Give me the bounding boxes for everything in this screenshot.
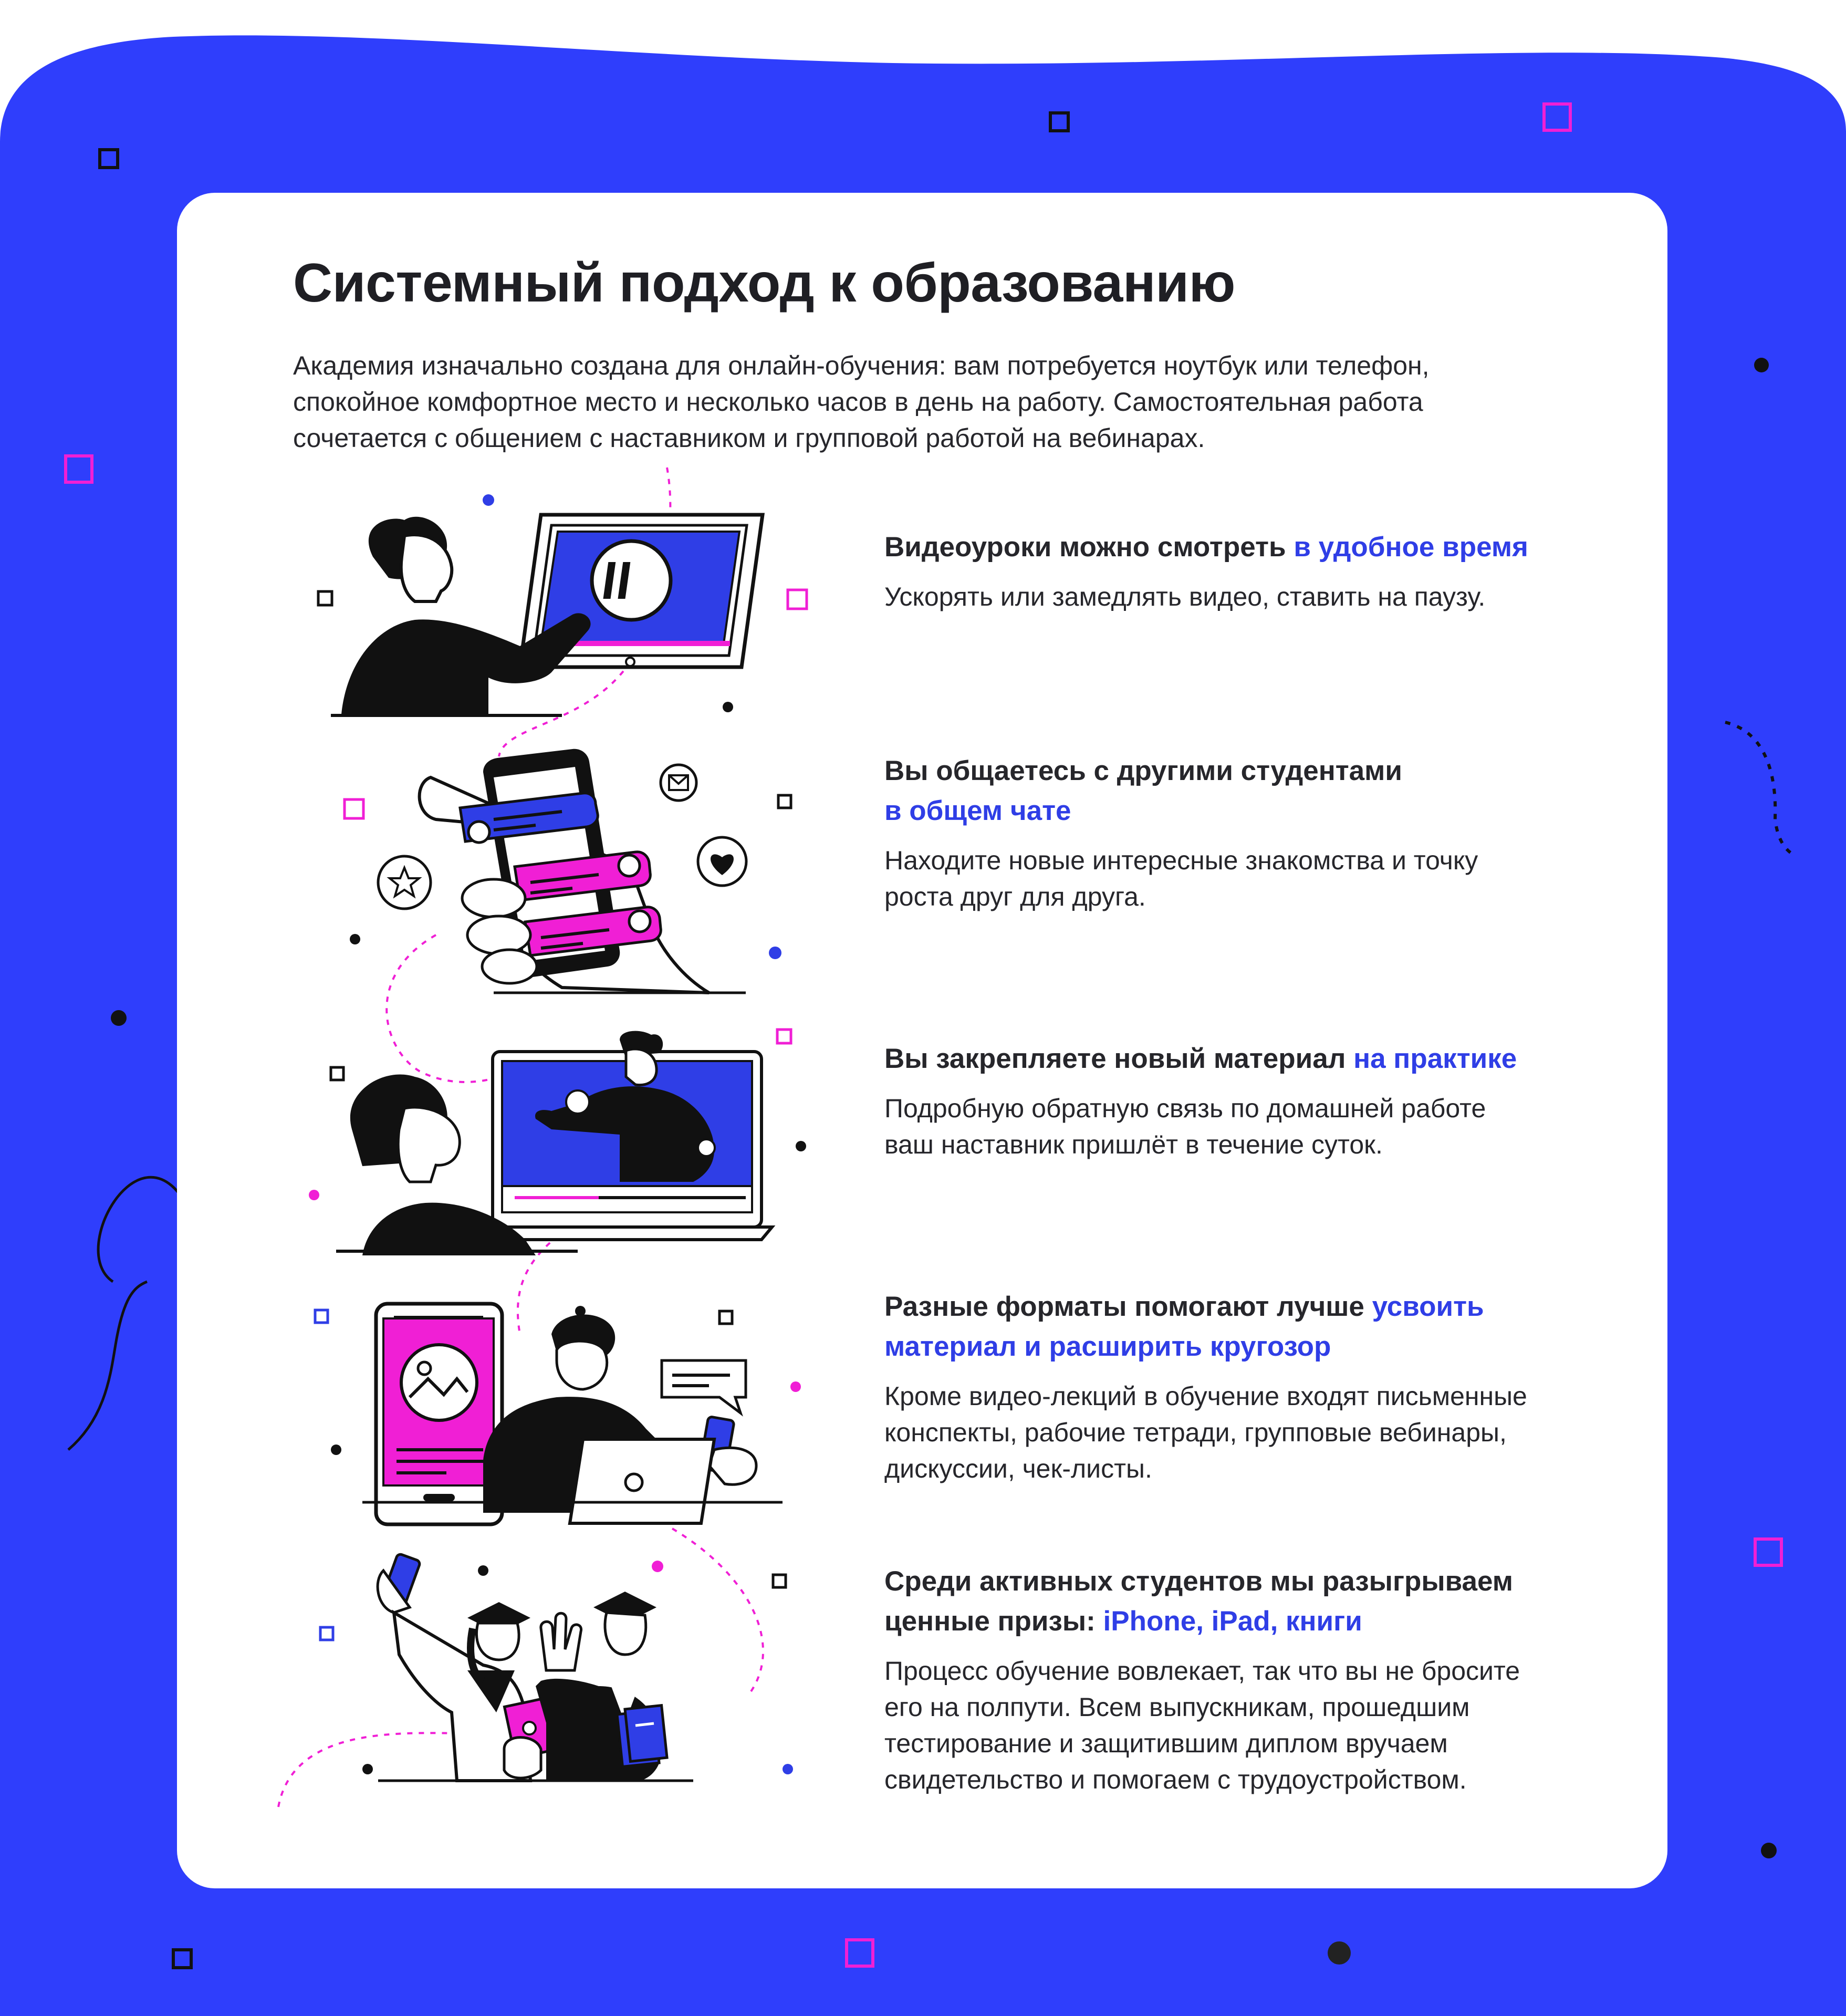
chat-phone-illustration [336, 741, 798, 1003]
video-lesson-pause-illustration [310, 489, 846, 725]
feature-description-line: ваш наставник пришлёт в течение суток. [884, 1130, 1383, 1159]
feature-description-line: тестирование и защитившим диплом вручаем [884, 1729, 1448, 1758]
feature-title [884, 1562, 1620, 1641]
feature-item-prizes [884, 1562, 1620, 1798]
feature-title-line: Среди активных студентов мы разыгрываем [884, 1566, 1514, 1597]
feature-description-line: Процесс обучение вовлекает, так что вы не бросите [884, 1656, 1520, 1686]
feature-item-video-lessons [884, 527, 1620, 615]
graduates-illustration [315, 1550, 798, 1796]
intro-line: спокойное комфортное место и несколько часов в день на работу. Самостоятельная работа [293, 387, 1423, 417]
feature-title-line [884, 527, 1620, 567]
formats-student-illustration [310, 1292, 814, 1534]
feature-title-plain: ценные призы: [884, 1606, 1096, 1637]
feature-item-formats [884, 1287, 1620, 1487]
feature-title-plain: Вы закрепляете новый материал [884, 1043, 1346, 1074]
intro-paragraph [293, 348, 1553, 456]
feature-title-plain: Видеоуроки можно смотреть [884, 532, 1286, 563]
feature-description-line: дискуссии, чек-листы. [884, 1454, 1152, 1483]
feature-title [884, 527, 1620, 567]
feature-description-line: его на полпути. Всем выпускникам, прошедшим [884, 1692, 1470, 1722]
feature-description-line: конспекты, рабочие тетради, групповые вебинары, [884, 1418, 1507, 1447]
feature-description [884, 1378, 1620, 1487]
feature-description-line: Ускорять или замедлять видео, ставить на паузу. [884, 582, 1486, 611]
feature-description [884, 1090, 1620, 1163]
mentor-laptop-illustration [305, 1024, 809, 1261]
feature-title [884, 1287, 1620, 1367]
feature-title-accent: усвоить [1372, 1291, 1484, 1322]
feature-description [884, 579, 1620, 615]
feature-item-group-chat [884, 751, 1620, 915]
feature-title-line [884, 1602, 1620, 1641]
feature-description-line: Находите новые интересные знакомства и точку [884, 846, 1478, 875]
feature-description [884, 843, 1620, 915]
feature-title-line [884, 1287, 1620, 1327]
feature-title-plain: Разные форматы помогают лучше [884, 1291, 1364, 1322]
feature-description-line: свидетельство и помогаем с трудоустройством. [884, 1765, 1467, 1794]
feature-title-accent: iPhone, iPad, книги [1103, 1606, 1362, 1637]
feature-description-line: Кроме видео-лекций в обучение входят письменные [884, 1381, 1527, 1411]
feature-title-line: Вы общаетесь с другими студентами [884, 755, 1402, 786]
feature-title [884, 751, 1620, 831]
feature-item-practice [884, 1039, 1620, 1163]
feature-title-accent: в общем чате [884, 795, 1071, 826]
feature-description [884, 1653, 1620, 1798]
feature-description-line: роста друг для друга. [884, 882, 1146, 911]
feature-title-line [884, 1039, 1620, 1079]
feature-description-line: Подробную обратную связь по домашней работе [884, 1094, 1486, 1123]
feature-title-accent: в удобное время [1294, 532, 1528, 563]
feature-title-accent: на практике [1353, 1043, 1517, 1074]
intro-line: сочетается с общением с наставником и групповой работой на вебинарах. [293, 423, 1205, 453]
page-title: Системный подход к образованию [293, 253, 1235, 314]
intro-line: Академия изначально создана для онлайн-обучения: вам потребуется ноутбук или телефон, [293, 351, 1430, 380]
feature-title-accent: материал и расширить кругозор [884, 1331, 1331, 1362]
feature-title [884, 1039, 1620, 1079]
